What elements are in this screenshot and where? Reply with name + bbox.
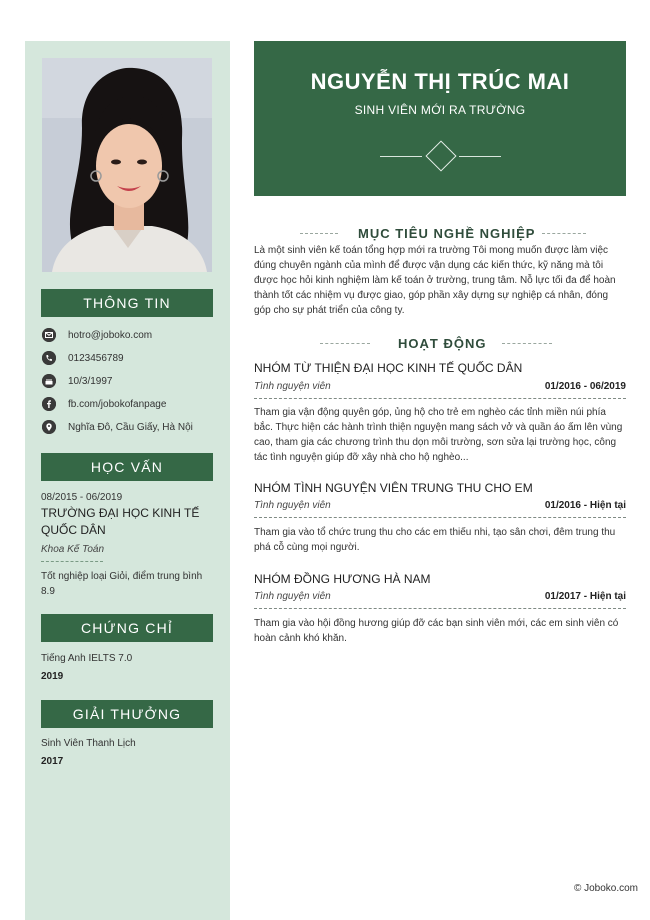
activity-3-description: Tham gia vào hội đồng hương giúp đỡ các bạn sinh viên mới, các em sinh viên có hoàn cảnh khó khăn. [254,618,619,644]
education-divider [41,561,103,562]
location-icon [42,420,56,434]
sidebar [25,41,230,920]
activity-2-description: Tham gia vào tổ chức trung thu cho các em thiếu nhi, tạo sân chơi, đêm trung thu phá cỗ cùng mọi người. [254,527,616,553]
name-header [254,41,626,196]
candidate-name: NGUYỄN THỊ TRÚC MAI [310,69,570,94]
activity-2-dates: 01/2016 - Hiện tại [544,500,626,511]
activity-1-dates: 01/2016 - 06/2019 [544,381,626,392]
email-text: hotro@joboko.com [68,329,153,341]
certificates-heading: CHỨNG CHỈ [41,614,213,642]
activity-3-role: Tình nguyện viên [254,591,331,602]
certificate-name: Tiếng Anh IELTS 7.0 [41,653,133,664]
education-school: TRƯỜNG ĐẠI HỌC KINH TẾ QUỐC DÂN [41,506,200,537]
activity-3-org: NHÓM ĐỒNG HƯƠNG HÀ NAM [254,572,431,586]
candidate-position: SINH VIÊN MỚI RA TRƯỜNG [354,103,526,117]
header-line-left [380,156,422,157]
education-heading: HỌC VẤN [41,453,213,481]
activity-3-dates: 01/2017 - Hiện tại [544,591,626,602]
phone-icon [42,351,56,365]
activity-2-role: Tình nguyện viên [254,500,331,511]
profile-photo [42,58,212,272]
activity-1-org: NHÓM TỪ THIỆN ĐẠI HỌC KINH TẾ QUỐC DÂN [254,361,523,375]
contact-address [42,420,193,434]
facebook-text: fb.com/jobokofanpage [68,398,167,410]
facebook-icon [42,397,56,411]
objective-text: Là một sinh viên kế toán tổng hợp mới ra trường Tôi mong muốn được làm việc đúng chuyên ngành của mình để được vận dụng các kiến thức, kỹ năng mà tôi được học hỏi kinh nghiệm làm kế toán ở trường, trung tâm. Nỗ lực tối đa để hoàn thành tốt các nhiệm vụ được giao, góp phần xây dựng sự nghiệp cá nhân, đóng góp cho sự phát triển của công ty. [254,245,616,316]
portrait-image [42,58,212,272]
objective-heading: MỤC TIÊU NGHỀ NGHIỆP [358,226,536,241]
activities-dash-right [502,343,552,344]
activity-1-divider [254,398,626,399]
certificate-year: 2019 [41,671,64,682]
birthday-text: 10/3/1997 [68,375,113,387]
activity-1-description: Tham gia vận động quyên góp, ủng hộ cho trẻ em nghèo các tỉnh miền núi phía bắc. Thực hiện các hành trình thiện nguyện mang sách vở và quần áo ấm lên vùng cao, tham gia các chương trình thu dọn môi trường, sơn sửa lại trường học, công tác tình nguyện giúp đỡ xây nhà cho hộ nghèo... [254,407,623,463]
award-year: 2017 [41,756,64,767]
contact-facebook[interactable] [42,397,166,411]
activities-heading: HOẠT ĐỘNG [398,336,487,351]
activity-2-org: NHÓM TÌNH NGUYỆN VIÊN TRUNG THU CHO EM [254,481,533,495]
phone-text: 0123456789 [68,352,124,364]
activity-3-divider [254,608,626,609]
copyright-footer: © Joboko.com [573,883,638,894]
activities-dash-left [320,343,370,344]
birthday-icon [42,374,56,388]
contact-email[interactable] [42,328,152,342]
objective-dash-right [542,233,586,234]
award-name: Sinh Viên Thanh Lịch [41,738,136,749]
activity-1-role: Tình nguyện viên [254,381,331,392]
awards-heading: GIẢI THƯỞNG [41,700,213,728]
info-heading: THÔNG TIN [41,289,213,317]
education-result: Tốt nghiệp loại Giỏi, điểm trung bình 8.9 [41,571,203,597]
header-line-right [459,156,501,157]
activity-2-divider [254,517,626,518]
contact-birthday [42,374,113,388]
objective-dash-left [300,233,338,234]
contact-phone[interactable] [42,351,124,365]
education-major: Khoa Kế Toán [41,544,105,555]
diamond-ornament-icon [425,140,456,171]
address-text: Nghĩa Đô, Cầu Giấy, Hà Nội [68,421,193,433]
email-icon [42,328,56,342]
education-period: 08/2015 - 06/2019 [41,492,123,503]
